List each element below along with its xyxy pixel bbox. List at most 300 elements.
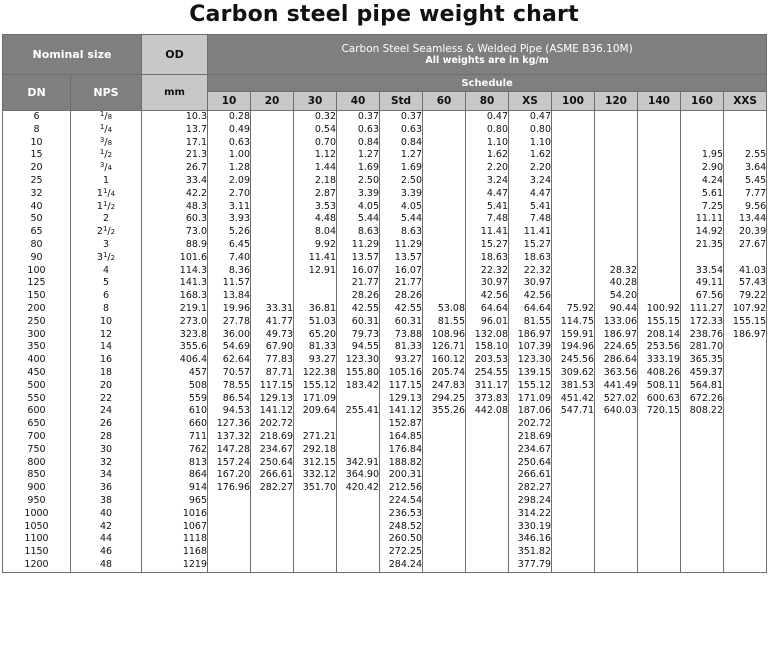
weight-value: 247.83 bbox=[431, 379, 465, 391]
dn-value: 50 bbox=[30, 213, 43, 225]
weight-value: 9.92 bbox=[314, 238, 336, 250]
weight-value bbox=[724, 137, 766, 150]
od-value: 141.3 bbox=[179, 277, 207, 289]
od-header: OD bbox=[142, 35, 208, 75]
weight-value: 2.50 bbox=[400, 174, 422, 186]
schedule-col-160: 160 bbox=[681, 92, 724, 111]
weight-value bbox=[337, 431, 379, 444]
weight-value bbox=[466, 431, 508, 444]
weight-value bbox=[638, 431, 680, 444]
weight-value: 108.96 bbox=[431, 328, 465, 340]
dn-value: 80 bbox=[30, 238, 43, 250]
weight-value: 224.54 bbox=[388, 494, 422, 506]
weight-value bbox=[423, 201, 465, 214]
od-value: 13.7 bbox=[185, 123, 207, 135]
weight-value: 1.95 bbox=[701, 149, 723, 161]
weight-value bbox=[595, 444, 637, 457]
od-value: 168.3 bbox=[179, 290, 207, 302]
nps-value: 48 bbox=[99, 558, 113, 570]
weight-column-140 bbox=[638, 111, 681, 573]
weight-value: 53.08 bbox=[437, 302, 465, 314]
weight-value bbox=[638, 546, 680, 559]
weight-value: 22.32 bbox=[480, 264, 508, 276]
weight-value bbox=[423, 521, 465, 534]
weight-value: 155.12 bbox=[517, 379, 551, 391]
dn-value: 800 bbox=[27, 456, 46, 468]
weight-value: 13.84 bbox=[222, 290, 250, 302]
od-value: 114.3 bbox=[179, 264, 207, 276]
weight-value bbox=[552, 201, 594, 214]
weight-value: 90.44 bbox=[609, 302, 637, 314]
weight-value bbox=[466, 418, 508, 431]
weight-value: 27.67 bbox=[738, 238, 767, 250]
weight-value: 346.16 bbox=[517, 533, 551, 545]
od-value: 60.3 bbox=[185, 213, 207, 225]
od-value: 48.3 bbox=[185, 200, 207, 212]
weight-value: 0.63 bbox=[357, 123, 379, 135]
nps-value: 26 bbox=[99, 418, 113, 430]
weight-value: 105.16 bbox=[388, 366, 422, 378]
weight-value: 41.77 bbox=[265, 315, 293, 327]
weight-value: 202.72 bbox=[517, 418, 551, 430]
weight-value bbox=[595, 533, 637, 546]
weight-value: 117.15 bbox=[388, 379, 422, 391]
weight-value bbox=[337, 393, 379, 406]
weight-value bbox=[423, 546, 465, 559]
nps-value: 1 bbox=[102, 174, 110, 186]
weight-value: 36.00 bbox=[222, 328, 250, 340]
weight-value: 255.41 bbox=[345, 405, 379, 417]
weight-value: 8.63 bbox=[357, 226, 379, 238]
weight-value: 186.97 bbox=[732, 328, 767, 340]
weight-value: 3.11 bbox=[228, 200, 250, 212]
weight-value bbox=[552, 457, 594, 470]
weight-value: 65.20 bbox=[308, 328, 336, 340]
weight-value: 114.75 bbox=[560, 315, 594, 327]
nps-value: 38 bbox=[99, 494, 113, 506]
weight-value bbox=[208, 533, 250, 546]
schedule-col-100: 100 bbox=[552, 92, 595, 111]
weight-value bbox=[724, 252, 766, 265]
weight-column-10 bbox=[208, 111, 251, 573]
dn-value: 10 bbox=[30, 136, 43, 148]
weight-value bbox=[251, 521, 293, 534]
weight-value: 236.53 bbox=[388, 507, 422, 519]
od-value: 457 bbox=[188, 366, 207, 378]
weight-value bbox=[423, 124, 465, 137]
weight-value: 0.49 bbox=[228, 123, 250, 135]
weight-value: 1.10 bbox=[529, 136, 551, 148]
od-column bbox=[142, 111, 208, 573]
weight-value bbox=[423, 533, 465, 546]
od-value: 101.6 bbox=[179, 251, 207, 263]
weight-value: 183.42 bbox=[345, 379, 379, 391]
nps-value: 3 bbox=[102, 238, 110, 250]
weight-column-100 bbox=[552, 111, 595, 573]
carbon-steel-title: Carbon Steel Seamless & Welded Pipe (ASME B36.10M) bbox=[341, 42, 633, 55]
nps-value: 18 bbox=[99, 366, 113, 378]
weight-value: 158.10 bbox=[474, 341, 508, 353]
weight-value: 77.83 bbox=[265, 354, 293, 366]
nps-value: 12 bbox=[99, 328, 113, 340]
weight-value: 8.63 bbox=[400, 226, 422, 238]
schedule-col-10: 10 bbox=[208, 92, 251, 111]
weight-value: 294.25 bbox=[431, 392, 465, 404]
weight-value: 7.77 bbox=[745, 187, 767, 199]
weight-value bbox=[466, 457, 508, 470]
weight-value: 282.27 bbox=[259, 482, 293, 494]
weight-value bbox=[423, 162, 465, 175]
weight-value bbox=[595, 124, 637, 137]
od-value: 1168 bbox=[182, 546, 207, 558]
weight-value: 11.11 bbox=[695, 213, 723, 225]
weight-value: 311.17 bbox=[474, 379, 508, 391]
nps-value: 42 bbox=[99, 520, 113, 532]
weight-value bbox=[595, 162, 637, 175]
weight-value: 79.22 bbox=[738, 290, 767, 302]
weight-value: 117.15 bbox=[259, 379, 293, 391]
weight-value: 67.56 bbox=[695, 290, 723, 302]
weight-value bbox=[251, 252, 293, 265]
dn-value: 1150 bbox=[24, 546, 49, 558]
weight-value: 720.15 bbox=[646, 405, 680, 417]
weight-value: 123.30 bbox=[517, 354, 551, 366]
nps-value: 6 bbox=[102, 290, 110, 302]
weight-value: 159.91 bbox=[560, 328, 594, 340]
weight-value bbox=[208, 559, 250, 572]
weight-value bbox=[423, 137, 465, 150]
weight-value: 14.92 bbox=[695, 226, 723, 238]
nps-value: 5 bbox=[102, 277, 110, 289]
weight-value bbox=[294, 559, 336, 572]
weight-value: 5.45 bbox=[745, 174, 767, 186]
weight-value bbox=[294, 533, 336, 546]
weight-value bbox=[724, 444, 766, 457]
weight-value bbox=[251, 533, 293, 546]
weight-value bbox=[251, 162, 293, 175]
weight-value: 42.55 bbox=[351, 302, 379, 314]
weight-value: 18.63 bbox=[523, 251, 551, 263]
dn-value: 850 bbox=[27, 469, 46, 481]
weight-value: 441.49 bbox=[603, 379, 637, 391]
weight-value: 314.22 bbox=[517, 507, 551, 519]
weight-column-60 bbox=[423, 111, 466, 573]
dn-value: 20 bbox=[30, 162, 43, 174]
weight-value: 13.57 bbox=[394, 251, 422, 263]
schedule-col-140: 140 bbox=[638, 92, 681, 111]
weight-value: 8.04 bbox=[314, 226, 336, 238]
weight-value bbox=[466, 521, 508, 534]
weight-value bbox=[552, 239, 594, 252]
nps-value: 28 bbox=[99, 430, 113, 442]
weight-value: 3.53 bbox=[314, 200, 336, 212]
weight-value: 234.67 bbox=[517, 443, 551, 455]
dn-value: 6 bbox=[33, 111, 40, 122]
weight-value bbox=[638, 482, 680, 495]
weight-value: 254.55 bbox=[474, 366, 508, 378]
weight-value: 332.12 bbox=[302, 469, 336, 481]
dn-value: 15 bbox=[30, 149, 43, 161]
dn-value: 300 bbox=[27, 328, 46, 340]
weight-value: 2.18 bbox=[314, 174, 336, 186]
weight-value: 2.55 bbox=[745, 149, 767, 161]
weight-value: 141.12 bbox=[388, 405, 422, 417]
nps-value: $1^1/4$ bbox=[96, 186, 116, 199]
weight-value: 1.62 bbox=[529, 149, 551, 161]
dn-value: 100 bbox=[27, 264, 46, 276]
weight-value: 15.27 bbox=[523, 238, 551, 250]
weight-value bbox=[638, 213, 680, 226]
weight-value bbox=[681, 431, 723, 444]
weight-value: 672.26 bbox=[689, 392, 723, 404]
weight-value bbox=[681, 418, 723, 431]
weight-value bbox=[423, 111, 465, 124]
weights-unit-note: All weights are in kg/m bbox=[425, 54, 549, 66]
weight-value: 2.70 bbox=[228, 187, 250, 199]
nps-value: $^3$/4 bbox=[99, 161, 113, 174]
weight-value: 155.15 bbox=[646, 315, 680, 327]
weight-value: 2.20 bbox=[529, 162, 551, 174]
weight-value: 202.72 bbox=[259, 418, 293, 430]
weight-value: 186.97 bbox=[517, 328, 551, 340]
weight-value: 188.82 bbox=[388, 456, 422, 468]
weight-value bbox=[638, 495, 680, 508]
weight-value bbox=[208, 546, 250, 559]
weight-value bbox=[638, 418, 680, 431]
weight-value bbox=[724, 457, 766, 470]
weight-value: 157.24 bbox=[216, 456, 250, 468]
nominal-size-header: Nominal size bbox=[3, 35, 142, 75]
weight-value: 253.56 bbox=[646, 341, 680, 353]
weight-value: 22.32 bbox=[523, 264, 551, 276]
weight-value: 238.76 bbox=[689, 328, 723, 340]
weight-value: 4.47 bbox=[486, 187, 508, 199]
weight-value: 0.84 bbox=[400, 136, 422, 148]
weight-value: 171.09 bbox=[517, 392, 551, 404]
weight-value: 286.64 bbox=[603, 354, 637, 366]
weight-value: 363.56 bbox=[603, 366, 637, 378]
weight-value: 0.84 bbox=[357, 136, 379, 148]
weight-value: 1.00 bbox=[228, 149, 250, 161]
weight-value: 330.19 bbox=[517, 520, 551, 532]
weight-value bbox=[724, 521, 766, 534]
weight-value: 272.25 bbox=[388, 546, 422, 558]
weight-value bbox=[638, 226, 680, 239]
od-value: 762 bbox=[188, 443, 207, 455]
weight-value: 365.35 bbox=[689, 354, 723, 366]
weight-value: 36.81 bbox=[308, 302, 336, 314]
weight-value: 100.92 bbox=[646, 302, 680, 314]
weight-value: 351.70 bbox=[302, 482, 336, 494]
weight-value bbox=[638, 188, 680, 201]
weight-value: 1.69 bbox=[357, 162, 379, 174]
weight-value: 127.36 bbox=[216, 418, 250, 430]
nps-value: 4 bbox=[102, 264, 110, 276]
weight-value bbox=[423, 277, 465, 290]
od-value: 711 bbox=[188, 430, 207, 442]
weight-value: 176.96 bbox=[216, 482, 250, 494]
weight-value bbox=[595, 482, 637, 495]
weight-value: 451.42 bbox=[560, 392, 594, 404]
dn-value: 150 bbox=[27, 290, 46, 302]
weight-value: 0.37 bbox=[357, 111, 379, 122]
weight-value bbox=[251, 137, 293, 150]
od-value: 10.3 bbox=[185, 111, 207, 122]
od-value: 1219 bbox=[182, 558, 207, 570]
weight-value: 0.80 bbox=[486, 123, 508, 135]
weight-value bbox=[423, 239, 465, 252]
weight-value bbox=[681, 137, 723, 150]
weight-value: 152.87 bbox=[388, 418, 422, 430]
weight-value: 11.41 bbox=[308, 251, 336, 263]
weight-value: 79.73 bbox=[351, 328, 379, 340]
schedule-col-20: 20 bbox=[251, 92, 294, 111]
weight-value bbox=[681, 444, 723, 457]
weight-value bbox=[466, 546, 508, 559]
weight-value: 0.54 bbox=[314, 123, 336, 135]
weight-value: 4.48 bbox=[314, 213, 336, 225]
dn-header: DN bbox=[3, 75, 71, 111]
weight-value: 3.93 bbox=[228, 213, 250, 225]
weight-value: 309.62 bbox=[560, 366, 594, 378]
weight-value bbox=[466, 469, 508, 482]
dn-value: 500 bbox=[27, 379, 46, 391]
nps-header: NPS bbox=[71, 75, 142, 111]
weight-value: 1.12 bbox=[314, 149, 336, 161]
weight-value: 194.96 bbox=[560, 341, 594, 353]
weight-value bbox=[552, 418, 594, 431]
weight-value bbox=[681, 457, 723, 470]
weight-value bbox=[423, 444, 465, 457]
weight-value: 0.70 bbox=[314, 136, 336, 148]
weight-value bbox=[423, 175, 465, 188]
od-value: 559 bbox=[188, 392, 207, 404]
weight-value bbox=[466, 508, 508, 521]
weight-value: 1.27 bbox=[400, 149, 422, 161]
od-value: 273.0 bbox=[179, 315, 207, 327]
weight-value: 155.12 bbox=[302, 379, 336, 391]
weight-value bbox=[595, 149, 637, 162]
weight-value: 2.87 bbox=[314, 187, 336, 199]
weight-value bbox=[423, 457, 465, 470]
nps-value: 16 bbox=[99, 354, 113, 366]
weight-value: 5.61 bbox=[701, 187, 723, 199]
weight-value bbox=[638, 444, 680, 457]
weight-value: 81.33 bbox=[394, 341, 422, 353]
weight-value: 312.15 bbox=[302, 456, 336, 468]
nps-value: $^3$/8 bbox=[99, 135, 113, 148]
weight-value bbox=[552, 521, 594, 534]
weight-value bbox=[724, 354, 766, 367]
weight-value: 3.24 bbox=[529, 174, 551, 186]
weight-value: 122.38 bbox=[302, 366, 336, 378]
weight-value bbox=[552, 469, 594, 482]
weight-value bbox=[552, 188, 594, 201]
weight-value: 172.33 bbox=[689, 315, 723, 327]
weight-value bbox=[638, 175, 680, 188]
weight-value bbox=[552, 175, 594, 188]
dn-value: 750 bbox=[27, 443, 46, 455]
weight-value bbox=[595, 137, 637, 150]
weight-value bbox=[552, 559, 594, 572]
weight-value: 187.06 bbox=[517, 405, 551, 417]
weight-value bbox=[595, 213, 637, 226]
weight-value: 1.28 bbox=[228, 162, 250, 174]
weight-value bbox=[681, 252, 723, 265]
weight-value: 11.29 bbox=[394, 238, 422, 250]
nps-value: 30 bbox=[99, 443, 113, 455]
weight-value: 13.57 bbox=[351, 251, 379, 263]
weight-column-120 bbox=[595, 111, 638, 573]
weight-value bbox=[724, 482, 766, 495]
weight-value bbox=[337, 533, 379, 546]
weight-value: 2.90 bbox=[701, 162, 723, 174]
weight-value bbox=[294, 508, 336, 521]
weight-value bbox=[423, 265, 465, 278]
weight-value bbox=[251, 111, 293, 124]
weight-value: 7.48 bbox=[529, 213, 551, 225]
weight-value bbox=[423, 226, 465, 239]
weight-value bbox=[208, 495, 250, 508]
weight-value: 93.27 bbox=[308, 354, 336, 366]
weight-value: 21.77 bbox=[394, 277, 422, 289]
weight-value: 282.27 bbox=[517, 482, 551, 494]
weight-value: 1.27 bbox=[357, 149, 379, 161]
weight-value: 11.41 bbox=[523, 226, 551, 238]
weight-value bbox=[552, 508, 594, 521]
dn-value: 700 bbox=[27, 430, 46, 442]
weight-value bbox=[595, 188, 637, 201]
weight-value: 0.28 bbox=[228, 111, 250, 122]
weight-value bbox=[251, 265, 293, 278]
weight-value: 281.70 bbox=[689, 341, 723, 353]
od-value: 406.4 bbox=[179, 354, 207, 366]
weight-value: 70.57 bbox=[222, 366, 250, 378]
weight-value: 218.69 bbox=[517, 430, 551, 442]
weight-value: 33.31 bbox=[265, 302, 293, 314]
weight-value: 4.47 bbox=[529, 187, 551, 199]
od-value: 1118 bbox=[182, 533, 207, 545]
weight-value: 1.44 bbox=[314, 162, 336, 174]
weight-value bbox=[208, 521, 250, 534]
weight-value bbox=[423, 290, 465, 303]
weight-value bbox=[423, 213, 465, 226]
dn-value: 900 bbox=[27, 482, 46, 494]
weight-value: 18.63 bbox=[480, 251, 508, 263]
weight-value bbox=[423, 508, 465, 521]
nps-value: 34 bbox=[99, 469, 113, 481]
weight-value: 250.64 bbox=[517, 456, 551, 468]
weight-value bbox=[638, 239, 680, 252]
dn-value: 600 bbox=[27, 405, 46, 417]
weight-value: 5.44 bbox=[400, 213, 422, 225]
weight-value: 16.07 bbox=[351, 264, 379, 276]
weight-value bbox=[724, 341, 766, 354]
weight-value: 527.02 bbox=[603, 392, 637, 404]
od-value: 42.2 bbox=[185, 187, 207, 199]
weight-value bbox=[552, 213, 594, 226]
weight-value bbox=[294, 277, 336, 290]
weight-value: 373.83 bbox=[474, 392, 508, 404]
weight-value bbox=[638, 508, 680, 521]
weight-value bbox=[595, 175, 637, 188]
weight-value bbox=[552, 111, 594, 124]
weight-value bbox=[251, 495, 293, 508]
weight-value: 9.56 bbox=[745, 200, 767, 212]
weight-value bbox=[423, 188, 465, 201]
weight-value: 16.07 bbox=[394, 264, 422, 276]
weight-value: 0.37 bbox=[400, 111, 422, 122]
